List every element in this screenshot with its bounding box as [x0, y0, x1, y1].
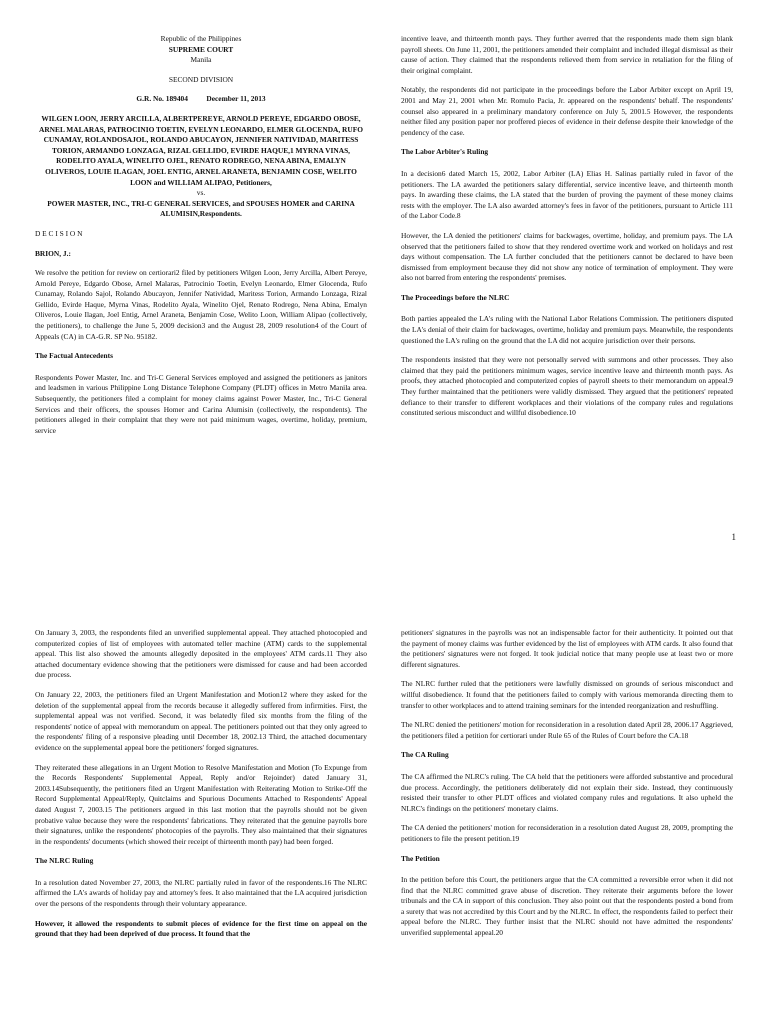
lawful-dismissal-paragraph: The NLRC further ruled that the petitioners were lawfully dismissed on grounds of serious misconduct and willful disobedience. It found that the petitioners failed to comply with various memoranda directing them to transfer to other workplaces and to attend training seminars for the intended reorganization and reshuffling. [401, 679, 733, 710]
ca-ruling-heading: The CA Ruling [401, 750, 449, 760]
ponente: BRION, J.: [35, 248, 71, 258]
decision-date: December 11, 2013 [206, 94, 266, 104]
reconsideration-paragraph: The NLRC denied the petitioners' motion for reconsideration in a resolution dated April 28, 2006.17 Aggrieved, the petitioners filed a petition for certiorari under Rule 65 of the Rules of Court before the CA.18 [401, 720, 733, 740]
document-page-2 [0, 624, 768, 1024]
petition-text: In the petition before this Court, the petitioners argue that the CA committed a reversible error when it did not find that the NLRC committed grave abuse of discretion. They reiterate their arguments before the lower tribunals and the CA in support of this conclusion. They also point out that the respondents posted a bond from a surety that was not accredited by this Court and by the NLRC. In effect, the respondents failed to perfect their appeal before the NLRC. They further insist that the NLRC should not have admitted the respondents' unverified supplemental appeal.20 [401, 875, 733, 938]
page-number: 1 [731, 532, 736, 542]
versus: vs. [196, 188, 206, 198]
page2-right-column [401, 628, 733, 948]
intro-paragraph: We resolve the petition for review on certiorari2 filed by petitioners Wilgen Loon, Jerry Arcilla, Albert Pereye, Arnold Pereye, Edgardo Obose, Arnel Malaras, Patrocinio Toetin, Evelyn Leonardo, Elmer Glocenda, Rufo Cunamay, Rolando Sajol, Rolando Abucayon, Jennifer Natividad, Maritess Torion, Armando Lonzaga, Rizal Gellido, Evirde Haque, Myrna Vinas, Rodelito Ayala, Winelito Ojel, Renato Rodrego, Nena Abina, Emalyn Oliveros, Louie Ilagan, Joel Entig, Arnel Araneta, Benjamin Cose, Welito Loon, William Alipao (collectively, the petitioners), to challenge the June 5, 2009 decision3 and the August 28, 2009 resolution4 of the Court of Appeals (CA) in CA-G.R. SP No. 95182. [35, 268, 367, 341]
decision-label: D E C I S I O N [35, 228, 83, 238]
signatures-paragraph: petitioners' signatures in the payrolls was not an indispensable factor for their authenticity. It pointed out that the payment of money claims was further evidenced by the list of employees with ATM cards. It also found that the petitioners' signatures were not forged. It took judicial notice that many people use at least two or more different signatures. [401, 628, 733, 669]
ca-ruling-text: The CA affirmed the NLRC's ruling. The CA held that the petitioners were afforded substantive and procedural due process. Accordingly, the petitioners deliberately did not explain their side. Instead, they continuously resisted their transfer to other PLDT offices and violated company rules and regulations. It also upheld the NLRC's findings on the petitioners' monetary claims. [401, 771, 733, 813]
court-city: Manila [190, 55, 212, 65]
urgent-manifestation-paragraph: On January 22, 2003, the petitioners filed an Urgent Manifestation and Motion12 where they asked for the deletion of the supplemental appeal from the records because it allegedly suffered from infirmities. First, the supplemental appeal was not verified. Second, it was belatedly filed six months from the filing of the respondents' notice of appeal with memorandum on appeal. The petitioners pointed out that they only agreed to the respondents' filing of a responsive pleading until December 18, 2002.13 Third, the attached documentary evidence on the supplemental appeal bore the petitioners' forged signatures. [35, 689, 367, 752]
urgent-motion-paragraph: They reiterated these allegations in an Urgent Motion to Resolve Manifestation and Motion (To Expunge from the Records Respondents' Supplemental Appeal, Reply and/or Rejoinder) dated January 31, 2003.14Subsequently, the petitioners filed an Urgent Manifestation with Reiterating Motion to Strike-Off the Record Supplemental Appeal/Reply, Quitclaims and Spurious Documents Attached to Respondents' Appeal dated August 7, 2003.15 The petitioners argued in this last motion that the payrolls should not be given probative value because they were the respondents' fabrications. They reiterated that the genuine payrolls bore their signatures, unlike the respondents' photocopies of the payrolls. They also maintained that their signatures in the respondents' documents (which showed their receipt of thirteenth month pay) had been forged. [35, 762, 367, 846]
nlrc-ruling-text: In a resolution dated November 27, 2003, the NLRC partially ruled in favor of the respondents.16 The NLRC affirmed the LA's awards of holiday pay and attorney's fees. It also maintained that the LA acquired jurisdiction over the persons of the respondents through their voluntary appearance. [35, 877, 367, 909]
case-number-line [35, 94, 367, 105]
supplemental-appeal-paragraph: On January 3, 2003, the respondents filed an unverified supplemental appeal. They attached photocopied and computerized copies of list of employees with automated teller machine (ATM) cards to the supplemental appeal. This list also showed the amounts allegedly deposited in the employees' ATM cards.11 They also attached documentary evidence showing that the petitioners were dismissed for cause and had been accorded due process. [35, 628, 367, 680]
complaint-continuation: incentive leave, and thirteenth month pays. They further averred that the respondents made them sign blank payroll sheets. On June 11, 2001, the petitioners amended their complaint and included illegal dismissal as their cause of action. They claimed that the respondents relieved them from service in retaliation for the filing of their original complaint. [401, 34, 733, 75]
petition-heading: The Petition [401, 853, 440, 863]
nlrc-ruling-text-2: However, it allowed the respondents to submit pieces of evidence for the first time on appeal on the ground that they had been deprived of due process. It found that the [35, 918, 367, 939]
court-name: SUPREME COURT [168, 44, 234, 54]
division-name: SECOND DIVISION [168, 74, 234, 84]
respondents-caption: POWER MASTER, INC., TRI-C GENERAL SERVICES, and SPOUSES HOMER and CARINA ALUMISIN,Respondents. [47, 198, 355, 219]
petitioners-caption: WILGEN LOON, JERRY ARCILLA, ALBERTPEREYE, ARNOLD PEREYE, EDGARDO OBOSE, ARNEL MALARAS, PATROCINIO TOETIN, EVELYN LEONARDO, ELMER GLOCENDA, RUFO CUNAMAY, ROLANDOSAJOL, ROLANDO ABUCAYON, JENNIFER NATIVIDAD, MARITESS TORION, ARMANDO LONZAGA, RIZAL GELLIDO, EVIRDE HAQUE,1 MYRNA VINAS, RODELITO AYALA, WINELITO OJEL, RENATO RODREGO, NENA ABINA, EMALYN OLIVEROS, LOUIE ILAGAN, JOEL ENTIG, ARNEL ARANETA, BENJAMIN COSE, WELITO LOON and WILLIAM ALIPAO, Petitioners, [39, 113, 363, 187]
labor-arbiter-text-2: However, the LA denied the petitioners' claims for backwages, overtime, holiday, and premium pays. The LA observed that the petitioners failed to show that they rendered overtime work and worked on holidays and rest days without compensation. The LA further concluded that the petitioners cannot be declared to have been dismissed from employment because they did not show any notice of termination of employment. They were also not barred from entering the respondents' premises. [401, 230, 733, 283]
factual-antecedents-text: Respondents Power Master, Inc. and Tri-C General Services employed and assigned the petitioners as janitors and leadsmen in various Philippine Long Distance Telephone Company (PLDT) offices in Metro Manila area. Subsequently, the petitioners filed a complaint for money claims against Power Master, Inc., Tri-C General Services and their officers, the spouses Homer and Carina Alumisin (collectively, the respondents). The petitioners alleged in their complaint that they were not paid minimum wages, overtime, holiday, premium, service [35, 372, 367, 435]
nlrc-proceedings-text: Both parties appealed the LA's ruling with the National Labor Relations Commission. The petitioners disputed the LA's denial of their claim for backwages, overtime, holiday and premium pays. Meanwhile, the respondents questioned the LA's ruling on the ground that the LA did not acquire jurisdiction over their persons. [401, 314, 733, 345]
republic-line: Republic of the Philippines [160, 34, 242, 43]
nlrc-proceedings-text-2: The respondents insisted that they were not personally served with summons and other processes. They also claimed that they paid the petitioners minimum wages, service incentive leave and thirteenth month pays. As proofs, they attached photocopied and computerized copies of payroll sheets to their memorandum on appeal.9 They further maintained that the petitioners were validly dismissed. They argued that the petitioners' repeated defiance to their transfer to different workplaces and their violations of the company rules and regulations constituted serious misconduct and willful disobedience.10 [401, 355, 733, 418]
ca-ruling-text-2: The CA denied the petitioners' motion for reconsideration in a resolution dated August 28, 2009, prompting the petitioners to file the present petition.19 [401, 823, 733, 843]
nlrc-ruling-heading: The NLRC Ruling [35, 856, 94, 866]
page2-left-column [35, 628, 367, 949]
labor-arbiter-heading: The Labor Arbiter's Ruling [401, 147, 489, 157]
page-gap [0, 560, 768, 624]
respondents-participation: Notably, the respondents did not participate in the proceedings before the Labor Arbiter except on April 19, 2001 and May 21, 2001 when Mr. Romulo Pacia, Jr. appeared on the respondents' behalf. The respondents' counsel also appeared in a preliminary mandatory conference on July 5, 2001.5 However, the respondents neither filed any position paper nor proffered pieces of evidence in their defense despite their knowledge of the pendency of the case. [401, 85, 733, 137]
labor-arbiter-text: In a decision6 dated March 15, 2002, Labor Arbiter (LA) Elias H. Salinas partially ruled in favor of the petitioners. The LA awarded the petitioners salary differential, service incentive leave, and thirteenth month pays. In awarding these claims, the LA stated that the burden of proving the payment of these money claims rests with the employer. The LA also awarded attorney's fees in favor of the petitioners, pursuant to Article 111 of the Labor Code.8 [401, 168, 733, 221]
gr-number: G.R. No. 189404 [136, 94, 188, 104]
nlrc-proceedings-heading: The Proceedings before the NLRC [401, 292, 510, 302]
page1-right-column [401, 34, 733, 428]
factual-antecedents-heading: The Factual Antecedents [35, 351, 114, 361]
page1-left-column [35, 34, 367, 445]
